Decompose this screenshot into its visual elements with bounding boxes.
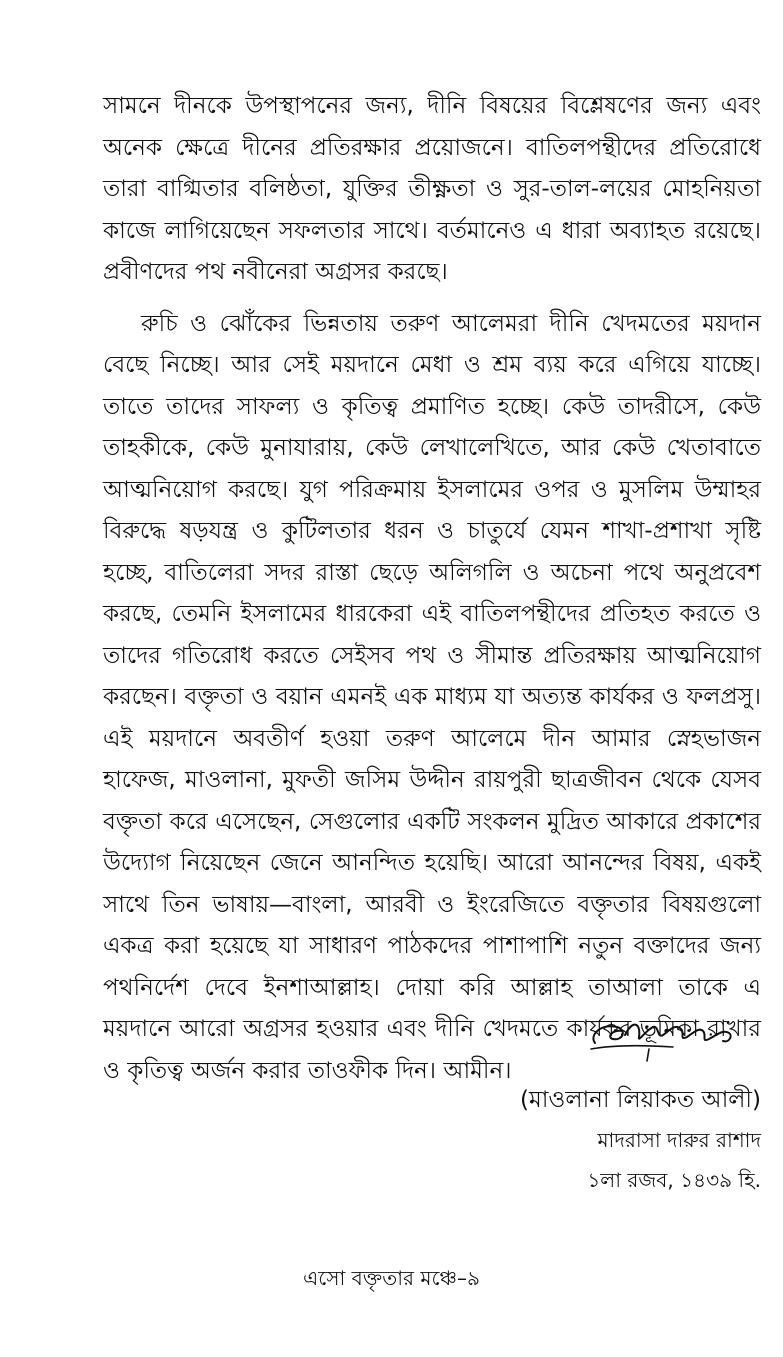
signatory-organization: মাদরাসা দারুর রাশাদ: [597, 1128, 761, 1152]
signature-block: [520, 1080, 761, 1200]
paragraph-2: রুচি ও ঝোঁকের ভিন্নতায় তরুণ আলেমরা দীনি খেদমতের ময়দান বেছে নিচ্ছে। আর সেই ময়দানে মেধা ও শ্রম ব্যয় করে এগিয়ে যাচ্ছে। তাতে তাদের সাফল্য ও কৃতিত্ব প্রমাণিত হচ্ছে। কেউ তাদরীসে, কেউ তাহকীকে, কেউ মুনাযারায়, কেউ লেখালেখিতে, আর কেউ খেতাবাতে আত্মনিয়োগ করছে। যুগ পরিক্রমায় ইসলামের ওপর ও মুসলিম উম্মাহর বিরুদ্ধে ষড়যন্ত্র ও কুটিলতার ধরন ও চাতুর্যে যেমন শাখা-প্রশাখা সৃষ্টি হচ্ছে, বাতিলেরা সদর রাস্তা ছেড়ে অলিগলি ও অচেনা পথে অনুপ্রবেশ করছে, তেমনি ইসলামের ধারকেরা এই বাতিলপন্থীদের প্রতিহত করতে ও তাদের গতিরোধ করতে সেইসব পথ ও সীমান্ত প্রতিরক্ষায় আত্মনিয়োগ করছেন। বক্তৃতা ও বয়ান এমনই এক মাধ্যম যা অত্যন্ত কার্যকর ও ফলপ্রসু। এই ময়দানে অবতীর্ণ হওয়া তরুণ আলেমে দীন আমার স্নেহভাজন হাফেজ, মাওলানা, মুফতী জসিম উদ্দীন রায়পুরী ছাত্রজীবন থেকে যেসব বক্তৃতা করে এসেছেন, সেগুলোর একটি সংকলন মুদ্রিত আকারে প্রকাশের উদ্যোগ নিয়েছেন জেনে আনন্দিত হয়েছি। আরো আনন্দের বিষয়, একই সাথে তিন ভাষায়—বাংলা, আরবী ও ইংরেজিতে বক্তৃতার বিষয়গুলো একত্র করা হয়েছে যা সাধারণ পাঠকদের পাশাপাশি নতুন বক্তাদের জন্য পথনির্দেশ দেবে ইনশাআল্লাহ। দোয়া করি আল্লাহ তাআলা তাকে এ ময়দানে আরো অগ্রসর হওয়ার এবং দীনি খেদমতে কার্যকর ভূমিকা রাখার ও কৃতিত্ব অর্জন করার তাওফীক দিন। আমীন।: [103, 310, 761, 1084]
signatory-date: ১লা রজব, ১৪৩৯ হি.: [587, 1168, 761, 1192]
paragraph-1: সামনে দীনকে উপস্থাপনের জন্য, দীনি বিষয়ের বিশ্লেষণের জন্য এবং অনেক ক্ষেত্রে দীনের প্রতিরক্ষার প্রয়োজনে। বাতিলপন্থীদের প্রতিরোধে তারা বাগ্মিতার বলিষ্ঠতা, যুক্তির তীক্ষ্ণতা ও সুর-তাল-লয়ের মোহনিয়তা কাজে লাগিয়েছেন সফলতার সাথে। বর্তমানেও এ ধারা অব্যাহত রয়েছে। প্রবীণদের পথ নবীনেরা অগ্রসর করছে।: [103, 93, 761, 285]
body-text: [103, 86, 761, 1092]
handwritten-signature: [583, 1005, 743, 1065]
signatory-name: (মাওলানা লিয়াকত আলী): [520, 1087, 761, 1113]
page-footer: এসো বক্তৃতার মঞ্চে–৯: [303, 1266, 480, 1290]
